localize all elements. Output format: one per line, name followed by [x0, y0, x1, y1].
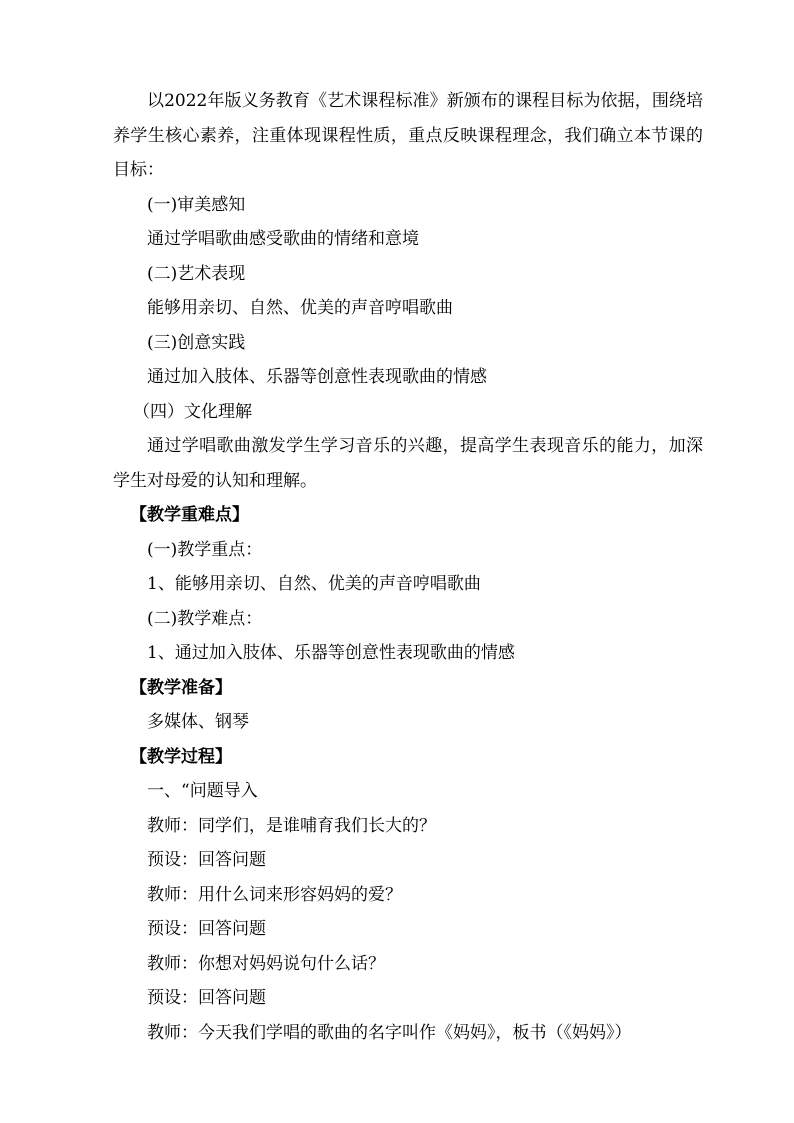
dialogue-line: 教师：用什么词来形容妈妈的爱？ [147, 884, 402, 905]
objective-4-label: （四）文化理解 [133, 401, 252, 422]
preparation-heading: 【教学准备】 [130, 677, 232, 698]
objective-4-text: 通过学唱歌曲激发学生学习音乐的兴趣，提高学生表现音乐的能力，加深学生对母爱的认知和理解。 [113, 436, 703, 491]
focus-item: 1、能够用亲切、自然、优美的声音哼唱歌曲 [147, 574, 481, 594]
process-step: 一、“问题导入 [147, 781, 258, 801]
key-points-heading: 【教学重难点】 [130, 505, 249, 525]
objective-1-label: (一)审美感知 [147, 194, 246, 215]
dialogue-line: 教师：同学们，是谁哺育我们长大的？ [147, 815, 436, 836]
dialogue-line: 预设：回答问题 [147, 919, 266, 939]
dialogue-line: 预设：回答问题 [147, 988, 266, 1008]
focus-label: (一)教学重点： [147, 539, 263, 560]
dialogue-line: 教师：今天我们学唱的歌曲的名字叫作《妈妈》，板书（《妈妈》） [147, 1022, 632, 1043]
objective-2-label: (二)艺术表现 [147, 263, 246, 284]
difficulty-item: 1、通过加入肢体、乐器等创意性表现歌曲的情感 [147, 643, 515, 663]
process-heading: 【教学过程】 [130, 746, 232, 767]
objective-3-label: (三)创意实践 [147, 332, 246, 353]
objective-1-text: 通过学唱歌曲感受歌曲的情绪和意境 [147, 229, 419, 249]
preparation-text: 多媒体、钢琴 [147, 712, 249, 732]
document-body [113, 84, 703, 1050]
objective-3-text: 通过加入肢体、乐器等创意性表现歌曲的情感 [147, 367, 487, 387]
dialogue-line: 预设：回答问题 [147, 850, 266, 870]
difficulty-label: (二)教学难点： [147, 608, 263, 629]
objective-2-text: 能够用亲切、自然、优美的声音哼唱歌曲 [147, 298, 453, 318]
intro-paragraph: 以2022年版义务教育《艺术课程标准》新颁布的课程目标为依据，围绕培养学生核心素养，注重体现课程性质，重点反映课程理念，我们确立本节课的目标： [113, 91, 703, 180]
dialogue-line: 教师：你想对妈妈说句什么话？ [147, 953, 385, 974]
